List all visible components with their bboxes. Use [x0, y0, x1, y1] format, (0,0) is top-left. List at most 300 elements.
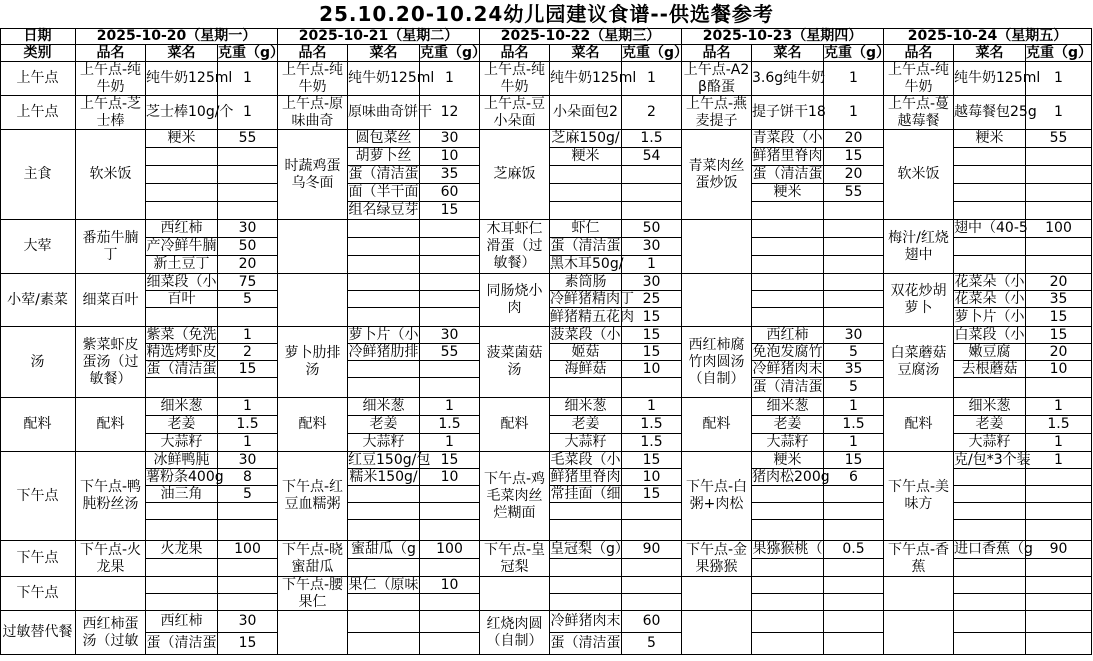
dish-name-text: 下午点-晓蜜甜瓜 — [281, 541, 344, 575]
ingredient-weight-text: 55 — [1049, 130, 1068, 146]
ingredient-weight — [218, 633, 278, 655]
ingredient-weight — [420, 541, 480, 559]
ingredient-name — [752, 594, 824, 611]
ingredient-weight — [420, 62, 480, 96]
ingredient-weight — [622, 308, 682, 327]
ingredient-name — [348, 451, 431, 469]
category-header-text: 类别 — [23, 44, 52, 61]
ingredient-name-text: 大蒜籽 — [766, 434, 809, 450]
dish-name-text: 上午点-芝士棒 — [79, 95, 142, 129]
col-header-weight — [622, 44, 689, 62]
dish-name-text: 下午点-腰果仁 — [281, 576, 344, 610]
ingredient-weight — [218, 559, 278, 577]
ingredient-weight — [622, 291, 682, 308]
ingredient-weight-text: 20 — [844, 130, 863, 146]
ingredient-name — [954, 256, 1026, 274]
ingredient-weight-text: 30 — [642, 238, 661, 254]
ingredient-name — [752, 452, 824, 469]
col-header-name-text: 品名 — [96, 44, 125, 61]
ingredient-weight-text: 10 — [440, 576, 459, 593]
ingredient-weight — [622, 130, 682, 148]
ingredient-weight — [622, 327, 682, 344]
ingredient-weight-text: 100 — [1045, 220, 1072, 236]
ingredient-weight — [622, 398, 682, 416]
ingredient-weight — [824, 238, 884, 256]
ingredient-weight — [824, 398, 884, 416]
ingredient-name — [348, 378, 420, 398]
ingredient-name — [550, 256, 622, 274]
ingredient-weight-text: 100 — [234, 541, 261, 557]
ingredient-name — [146, 541, 218, 559]
ingredient-weight-text: 2 — [243, 343, 252, 360]
ingredient-weight — [420, 577, 480, 594]
ingredient-weight-text: 15 — [642, 343, 661, 360]
ingredient-weight — [824, 378, 884, 398]
ingredient-weight — [420, 130, 480, 148]
ingredient-weight — [824, 344, 884, 361]
ingredient-name-text: 细米葱 — [160, 398, 203, 414]
ingredient-name-text: 纯牛奶125ml — [550, 70, 637, 86]
ingredient-weight — [622, 361, 682, 378]
ingredient-weight — [218, 62, 278, 96]
ingredient-name-text: 蛋（清洁蛋 — [348, 166, 419, 182]
ingredient-name — [146, 238, 218, 256]
ingredient-name — [348, 541, 420, 559]
dish-name-text: 配料 — [904, 416, 933, 432]
ingredient-name — [146, 468, 224, 486]
ingredient-name — [752, 130, 824, 148]
ingredient-name-text: 白菜段（小 — [954, 326, 1025, 343]
ingredient-weight — [1026, 577, 1092, 594]
ingredient-name — [752, 416, 824, 434]
ingredient-name — [348, 96, 432, 130]
ingredient-name — [348, 291, 420, 308]
ingredient-name — [146, 416, 218, 434]
ingredient-name-text: 毛菜段（小 — [550, 451, 621, 468]
dish-name — [278, 274, 348, 327]
col-header-weight — [824, 44, 891, 62]
ingredient-name — [348, 469, 420, 486]
ingredient-weight — [218, 398, 278, 416]
ingredient-name — [146, 503, 218, 520]
dish-name — [682, 452, 752, 541]
ingredient-name-text: 产冷鲜牛腩 — [146, 238, 217, 254]
ingredient-weight — [622, 238, 682, 256]
ingredient-weight — [218, 577, 278, 594]
ingredient-weight — [824, 520, 884, 541]
ingredient-name — [348, 220, 420, 238]
ingredient-weight-text: 60 — [642, 613, 661, 629]
ingredient-weight — [218, 503, 278, 520]
ingredient-weight-text: 20 — [1049, 343, 1068, 360]
ingredient-name — [348, 486, 420, 503]
ingredient-weight — [1026, 166, 1092, 184]
ingredient-weight-text: 1 — [1054, 70, 1063, 86]
ingredient-name — [752, 434, 824, 452]
ingredient-weight — [1026, 541, 1092, 559]
dish-name-text: 下午点-美味方 — [887, 479, 950, 512]
ingredient-weight — [622, 469, 682, 486]
ingredient-weight — [1026, 611, 1092, 633]
ingredient-weight-text: 1.5 — [640, 434, 663, 450]
ingredient-name — [146, 486, 218, 503]
ingredient-weight-text: 1.5 — [236, 416, 259, 432]
ingredient-weight — [622, 96, 682, 130]
ingredient-name — [954, 594, 1026, 611]
ingredient-name — [752, 378, 824, 398]
ingredient-name — [550, 416, 622, 434]
ingredient-name-text: 纯牛奶125ml — [954, 70, 1041, 86]
ingredient-weight — [420, 184, 480, 202]
ingredient-name-text: 冷鲜猪肋排 — [348, 343, 419, 360]
ingredient-name-text: 黑木耳50g/ — [550, 256, 624, 272]
col-header-ingredient — [752, 45, 824, 62]
dish-name-text: 细菜百叶 — [82, 291, 139, 308]
ingredient-weight — [622, 541, 682, 559]
ingredient-name-text: 圆包菜丝 — [355, 130, 412, 146]
ingredient-weight-text: 30 — [642, 273, 661, 290]
dish-name — [76, 220, 146, 274]
ingredient-name-text: 芝士棒10g/个 — [146, 104, 234, 120]
ingredient-weight — [824, 541, 884, 559]
ingredient-name-text: 蛋（清洁蛋 — [752, 379, 823, 395]
dish-name — [76, 541, 146, 577]
ingredient-weight — [1026, 148, 1092, 166]
ingredient-weight — [1026, 327, 1092, 344]
ingredient-weight-text: 10 — [642, 360, 661, 377]
ingredient-name — [348, 202, 420, 220]
ingredient-name — [954, 451, 1031, 469]
dish-name-text: 配料 — [702, 416, 731, 432]
ingredient-weight — [1026, 238, 1092, 256]
ingredient-weight-text: 90 — [642, 541, 661, 557]
dish-name-text: 上午点-纯牛奶 — [483, 61, 546, 95]
dish-name — [278, 398, 348, 452]
ingredient-weight — [1026, 308, 1092, 327]
ingredient-name-text: 油三角 — [160, 485, 203, 502]
ingredient-name-text: 青菜段（小 — [752, 130, 823, 146]
date-header-text: 日期 — [23, 27, 52, 44]
ingredient-name — [348, 520, 420, 541]
ingredient-name — [550, 559, 622, 577]
ingredient-name-text: 皇冠梨（g） — [550, 541, 629, 557]
dish-name — [278, 96, 348, 130]
ingredient-name — [348, 184, 420, 202]
ingredient-weight-text: 20 — [238, 256, 257, 272]
dish-name-text: 木耳虾仁滑蛋（过敏餐） — [486, 221, 543, 271]
col-header-ingredient — [146, 45, 218, 62]
ingredient-weight — [824, 416, 884, 434]
dish-name-text: 下午点-白粥+肉松 — [685, 479, 748, 512]
ingredient-weight-text: 35 — [844, 360, 863, 377]
ingredient-name-text: 果猕猴桃（ — [752, 541, 823, 557]
ingredient-name-text: 冷鲜猪肉末 — [752, 360, 823, 377]
ingredient-weight — [622, 416, 682, 434]
day-header-5-text: 2025-10-24（星期五） — [907, 27, 1068, 44]
ingredient-weight-text: 15 — [440, 451, 459, 468]
ingredient-name-text: 花菜朵（小 — [954, 273, 1025, 290]
ingredient-name — [146, 274, 218, 291]
ingredient-name — [752, 468, 830, 486]
ingredient-name — [954, 633, 1026, 655]
ingredient-name — [550, 238, 622, 256]
ingredient-weight — [622, 486, 682, 503]
ingredient-weight — [218, 452, 278, 469]
ingredient-name — [550, 290, 634, 308]
ingredient-weight-text: 1 — [849, 434, 858, 450]
day-header-4-text: 2025-10-23（星期四） — [702, 27, 863, 44]
ingredient-weight — [420, 633, 480, 655]
ingredient-weight — [420, 452, 480, 469]
dish-name — [480, 611, 550, 655]
ingredient-name-text: 常挂面（细 — [550, 485, 621, 502]
ingredient-weight-text: 1 — [647, 398, 656, 414]
ingredient-name — [146, 62, 233, 96]
ingredient-name — [550, 62, 637, 96]
dish-name — [76, 96, 146, 130]
col-header-name — [480, 45, 550, 62]
ingredient-name-text: 虾仁 — [571, 220, 600, 236]
ingredient-name — [954, 96, 1037, 130]
ingredient-name-text: 蛋（清洁蛋 — [550, 238, 621, 254]
ingredient-weight — [1026, 486, 1092, 503]
dish-name-text: 萝卜肋排汤 — [284, 345, 341, 378]
page-title: 25.10.20-10.24幼儿园建议食谱--供选餐参考 — [319, 2, 774, 26]
ingredient-name — [752, 486, 824, 503]
col-header-ingredient-text: 菜名 — [773, 44, 802, 61]
dish-name — [480, 130, 550, 220]
ingredient-name-text: 素筒肠 — [564, 273, 607, 290]
ingredient-weight — [1026, 130, 1092, 148]
ingredient-weight-text: 5 — [243, 485, 252, 502]
ingredient-weight — [218, 166, 278, 184]
ingredient-name — [752, 361, 824, 378]
ingredient-name — [550, 452, 622, 469]
ingredient-weight — [420, 434, 480, 452]
ingredient-weight — [622, 166, 682, 184]
ingredient-weight-text: 1 — [647, 70, 656, 86]
ingredient-weight-text: 55 — [440, 343, 459, 360]
ingredient-weight-text: 15 — [642, 451, 661, 468]
ingredient-weight — [420, 220, 480, 238]
ingredient-name — [752, 291, 824, 308]
ingredient-weight-text: 1 — [243, 398, 252, 414]
ingredient-weight — [824, 452, 884, 469]
ingredient-weight — [420, 344, 480, 361]
ingredient-name-text: 红豆150g/包 — [348, 451, 431, 468]
dish-name — [884, 541, 954, 577]
dish-name-text: 西红柿腐竹肉圆汤（自制） — [688, 336, 745, 387]
ingredient-weight — [1026, 62, 1092, 96]
ingredient-weight — [622, 577, 682, 594]
ingredient-name — [146, 202, 218, 220]
dish-name — [278, 130, 348, 220]
ingredient-name — [348, 274, 420, 291]
ingredient-name — [550, 220, 622, 238]
ingredient-name — [954, 469, 1026, 486]
ingredient-weight-text: 1 — [243, 434, 252, 450]
ingredient-weight — [1026, 344, 1092, 361]
ingredient-name — [146, 344, 218, 361]
ingredient-name — [146, 633, 218, 655]
ingredient-name — [550, 611, 622, 633]
ingredient-name — [146, 220, 218, 238]
ingredient-name-text: 果仁（原味 — [348, 576, 419, 593]
ingredient-weight-text: 0.5 — [842, 541, 865, 557]
row-label — [0, 541, 76, 577]
ingredient-weight-text: 54 — [642, 148, 661, 164]
ingredient-weight — [218, 416, 278, 434]
ingredient-weight — [622, 256, 682, 274]
ingredient-name — [550, 486, 622, 503]
col-header-name — [76, 45, 146, 62]
ingredient-weight-text: 20 — [1049, 273, 1068, 290]
ingredient-weight-text: 30 — [440, 130, 459, 146]
ingredient-weight — [218, 220, 278, 238]
ingredient-weight — [420, 96, 480, 130]
dish-name — [682, 577, 752, 611]
ingredient-name — [146, 594, 218, 611]
ingredient-weight — [1026, 469, 1092, 486]
dish-name — [76, 577, 146, 611]
ingredient-name — [348, 166, 420, 184]
ingredient-name-text: 大蒜籽 — [968, 434, 1011, 450]
ingredient-weight — [218, 256, 278, 274]
date-header — [0, 28, 76, 45]
ingredient-weight-text: 20 — [844, 166, 863, 182]
ingredient-name — [954, 577, 1026, 594]
ingredient-name — [954, 148, 1026, 166]
dish-name — [480, 220, 550, 274]
row-label-text: 上午点 — [16, 70, 59, 86]
ingredient-weight — [622, 611, 682, 633]
ingredient-name — [146, 452, 218, 469]
ingredient-weight-text: 15 — [238, 360, 257, 377]
dish-name — [682, 220, 752, 274]
dish-name — [278, 541, 348, 577]
ingredient-weight-text: 30 — [238, 613, 257, 629]
ingredient-weight — [824, 291, 884, 308]
dish-name — [884, 452, 954, 541]
ingredient-weight-text: 1 — [849, 398, 858, 414]
dish-name — [884, 62, 954, 96]
ingredient-name-text: 蛋（清洁蛋 — [752, 166, 823, 182]
ingredient-name — [348, 62, 435, 96]
ingredient-weight — [218, 96, 278, 130]
ingredient-name-text: 克/包*3个装 — [954, 451, 1031, 468]
ingredient-weight — [1026, 503, 1092, 520]
ingredient-name — [954, 238, 1026, 256]
col-header-name — [278, 45, 348, 62]
dish-name — [278, 220, 348, 274]
ingredient-name — [348, 577, 420, 594]
ingredient-name — [550, 541, 629, 559]
ingredient-name — [146, 577, 218, 594]
ingredient-name — [550, 130, 622, 148]
dish-name-text: 红烧肉圆（自制） — [486, 615, 543, 649]
ingredient-name-text: 蛋（清洁蛋 — [550, 635, 621, 651]
ingredient-name-text: 芝麻150g/ — [551, 130, 620, 146]
ingredient-weight — [1026, 274, 1092, 291]
ingredient-name-text: 糯米150g/ — [349, 468, 418, 485]
dish-name-text: 上午点-A2β酪蛋 — [683, 61, 750, 95]
ingredient-weight-text: 15 — [1049, 326, 1068, 343]
day-header-3 — [480, 28, 682, 45]
ingredient-weight — [1026, 434, 1092, 452]
ingredient-name — [146, 559, 218, 577]
ingredient-name — [752, 96, 824, 130]
ingredient-weight-text: 15 — [642, 485, 661, 502]
ingredient-name-text: 火龙果 — [160, 541, 203, 557]
ingredient-name — [146, 184, 218, 202]
ingredient-name-text: 菠菜段（小 — [550, 326, 621, 343]
ingredient-weight — [218, 238, 278, 256]
ingredient-weight — [622, 62, 682, 96]
ingredient-weight — [622, 344, 682, 361]
ingredient-name — [954, 378, 1026, 398]
dish-name — [480, 452, 550, 541]
ingredient-name-text: 老姜 — [369, 416, 398, 432]
dish-name — [682, 274, 752, 327]
ingredient-name — [146, 130, 218, 148]
ingredient-weight — [420, 416, 480, 434]
ingredient-name-text: 蜜甜瓜（g — [351, 541, 416, 557]
ingredient-weight — [824, 559, 884, 577]
ingredient-weight — [218, 327, 278, 344]
ingredient-name-text: 西红柿 — [766, 326, 809, 343]
ingredient-name — [752, 62, 824, 96]
dish-name-text: 时蔬鸡蛋乌冬面 — [284, 157, 341, 191]
ingredient-weight — [420, 274, 480, 291]
ingredient-name-text: 老姜 — [975, 416, 1004, 432]
ingredient-weight — [824, 633, 884, 655]
col-header-ingredient-text: 菜名 — [167, 44, 196, 61]
ingredient-name-text: 姬菇 — [571, 343, 600, 360]
ingredient-name-text: 西红柿 — [160, 613, 203, 629]
row-label-text: 上午点 — [16, 104, 59, 120]
ingredient-weight-text: 5 — [849, 343, 858, 360]
ingredient-name-text: 猪肉松200g — [752, 468, 830, 485]
ingredient-name-text: 鲜猪里脊肉 — [752, 148, 823, 164]
dish-name-text: 上午点-原味曲奇 — [281, 95, 344, 129]
col-header-name-text: 品名 — [500, 44, 529, 61]
dish-name — [76, 130, 146, 220]
ingredient-weight-text: 15 — [238, 635, 257, 651]
ingredient-name-text: 面（半干面 — [348, 184, 419, 200]
ingredient-name-text: 粳米 — [975, 130, 1004, 146]
dish-name-text: 双花炒胡萝卜 — [890, 283, 947, 316]
row-label-text: 配料 — [23, 416, 52, 432]
ingredient-name — [954, 327, 1026, 344]
dish-name — [480, 398, 550, 452]
ingredient-weight — [218, 184, 278, 202]
ingredient-weight-text: 8 — [243, 468, 252, 485]
ingredient-name-text: 花菜朵（小 — [954, 290, 1025, 307]
dish-name — [884, 327, 954, 398]
dish-name-text: 下午点-皇冠梨 — [483, 541, 546, 575]
ingredient-weight — [218, 378, 278, 398]
ingredient-name-text: 细米葱 — [362, 398, 405, 414]
ingredient-weight — [622, 559, 682, 577]
ingredient-name-text: 薯粉条400g — [146, 468, 224, 485]
ingredient-weight — [420, 503, 480, 520]
ingredient-weight — [622, 594, 682, 611]
ingredient-weight — [622, 220, 682, 238]
ingredient-weight — [824, 611, 884, 633]
ingredient-name — [348, 361, 420, 378]
row-label — [0, 611, 76, 655]
ingredient-weight — [824, 327, 884, 344]
